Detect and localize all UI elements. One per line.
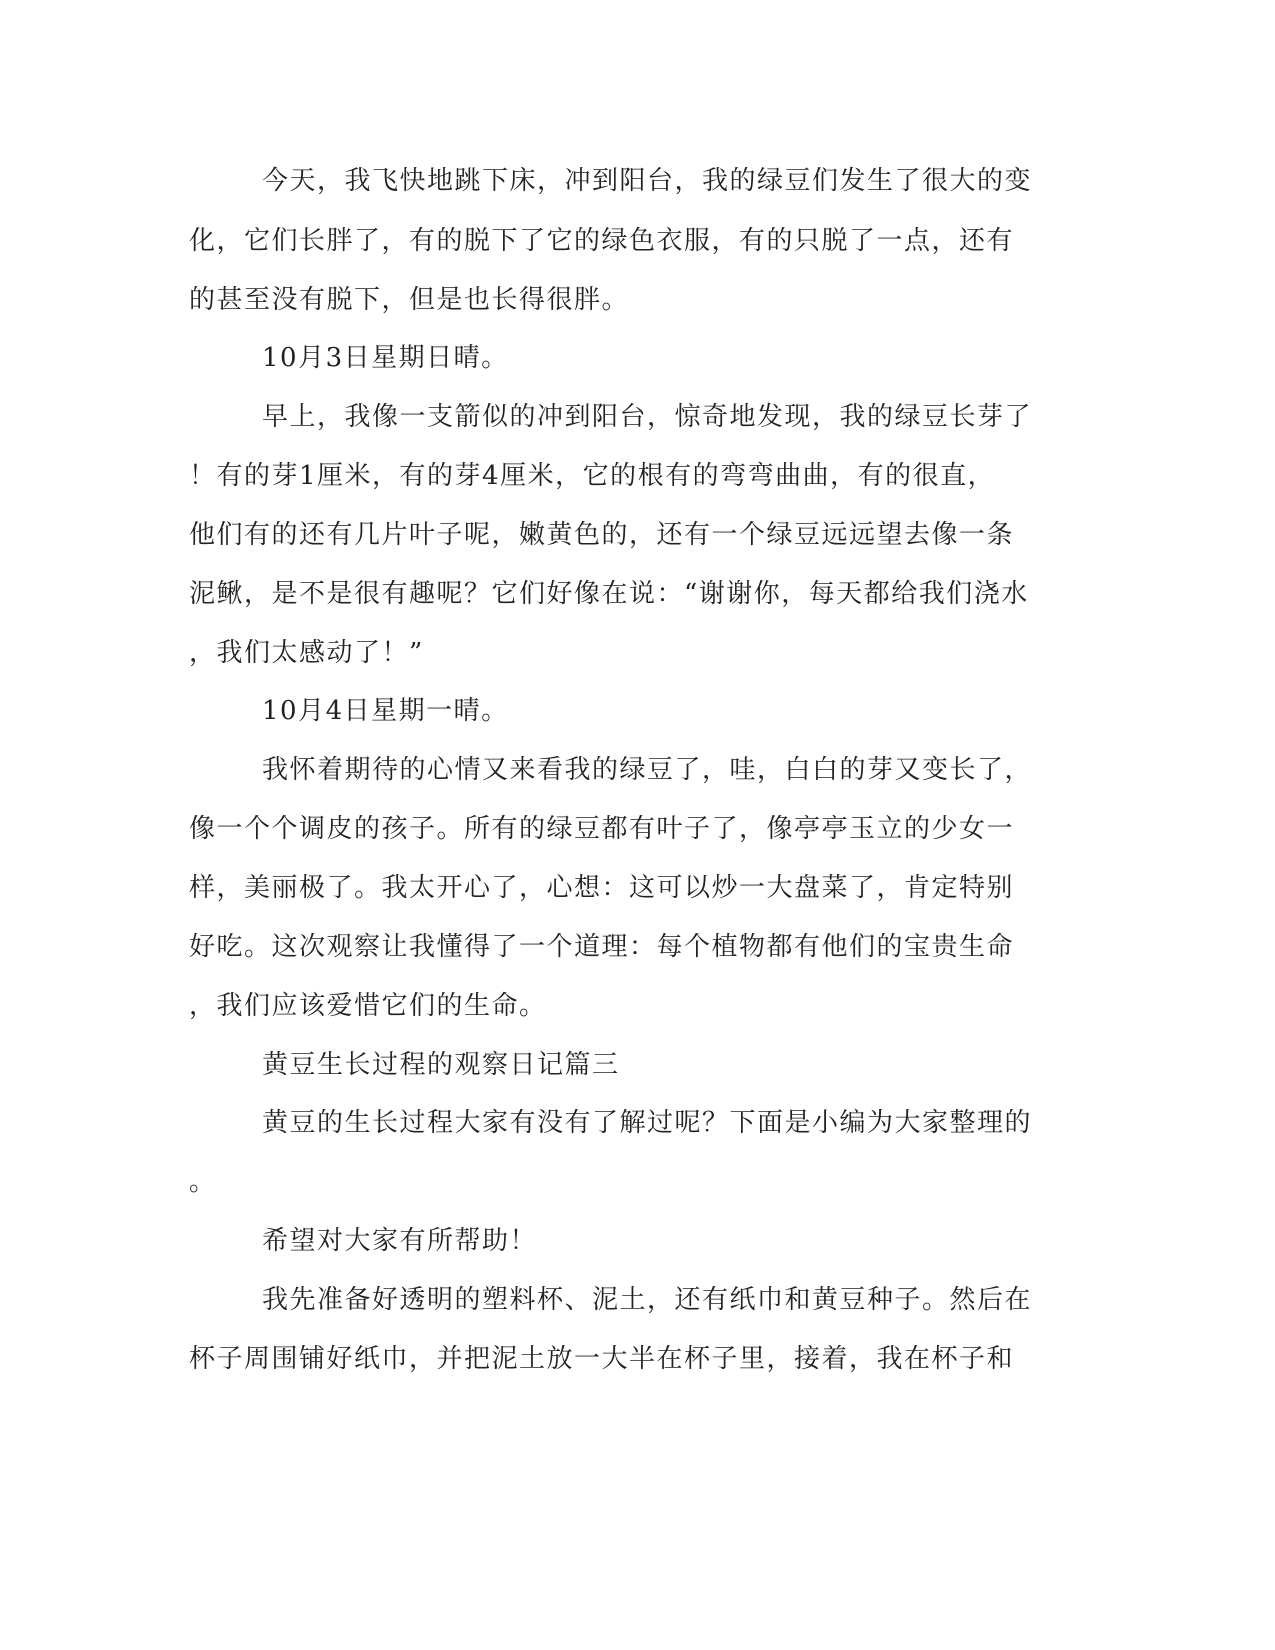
text-line: 黄豆的生长过程大家有没有了解过呢？下面是小编为大家整理的 xyxy=(262,1108,1033,1138)
text-line: 像一个个调皮的孩子。所有的绿豆都有叶子了，像亭亭玉立的少女一 xyxy=(189,814,1015,844)
text-line: 我先准备好透明的塑料杯、泥土，还有纸巾和黄豆种子。然后在 xyxy=(262,1285,1033,1315)
text-line: 希望对大家有所帮助！ xyxy=(262,1226,538,1256)
text-line: ，我们应该爱惜它们的生命。 xyxy=(189,991,547,1021)
text-line: ，我们太感动了！” xyxy=(189,638,424,668)
text-line: 。 xyxy=(189,1167,217,1197)
text-line: 化，它们长胖了，有的脱下了它的绿色衣服，有的只脱了一点，还有 xyxy=(189,226,1015,256)
text-line: 他们有的还有几片叶子呢，嫩黄色的，还有一个绿豆远远望去像一条 xyxy=(189,520,1015,550)
text-line: 样，美丽极了。我太开心了，心想：这可以炒一大盘菜了，肯定特别 xyxy=(189,873,1015,903)
text-line: 泥鳅，是不是很有趣呢？它们好像在说：“谢谢你，每天都给我们浇水 xyxy=(189,579,1029,609)
date-heading: 10月4日星期一晴。 xyxy=(262,696,509,726)
section-title: 黄豆生长过程的观察日记篇三 xyxy=(262,1050,620,1080)
date-heading: 10月3日星期日晴。 xyxy=(262,343,509,373)
text-line: 早上，我像一支箭似的冲到阳台，惊奇地发现，我的绿豆长芽了 xyxy=(262,402,1033,432)
text-line: 今天，我飞快地跳下床，冲到阳台，我的绿豆们发生了很大的变 xyxy=(262,166,1033,196)
text-line: 杯子周围铺好纸巾，并把泥土放一大半在杯子里，接着，我在杯子和 xyxy=(189,1344,1015,1374)
text-line: 好吃。这次观察让我懂得了一个道理：每个植物都有他们的宝贵生命 xyxy=(189,932,1015,962)
text-line: 的甚至没有脱下，但是也长得很胖。 xyxy=(189,285,630,315)
text-line: ！有的芽1厘米，有的芽4厘米，它的根有的弯弯曲曲，有的很直， xyxy=(189,461,996,491)
text-line: 我怀着期待的心情又来看我的绿豆了，哇，白白的芽又变长了， xyxy=(262,755,1033,785)
